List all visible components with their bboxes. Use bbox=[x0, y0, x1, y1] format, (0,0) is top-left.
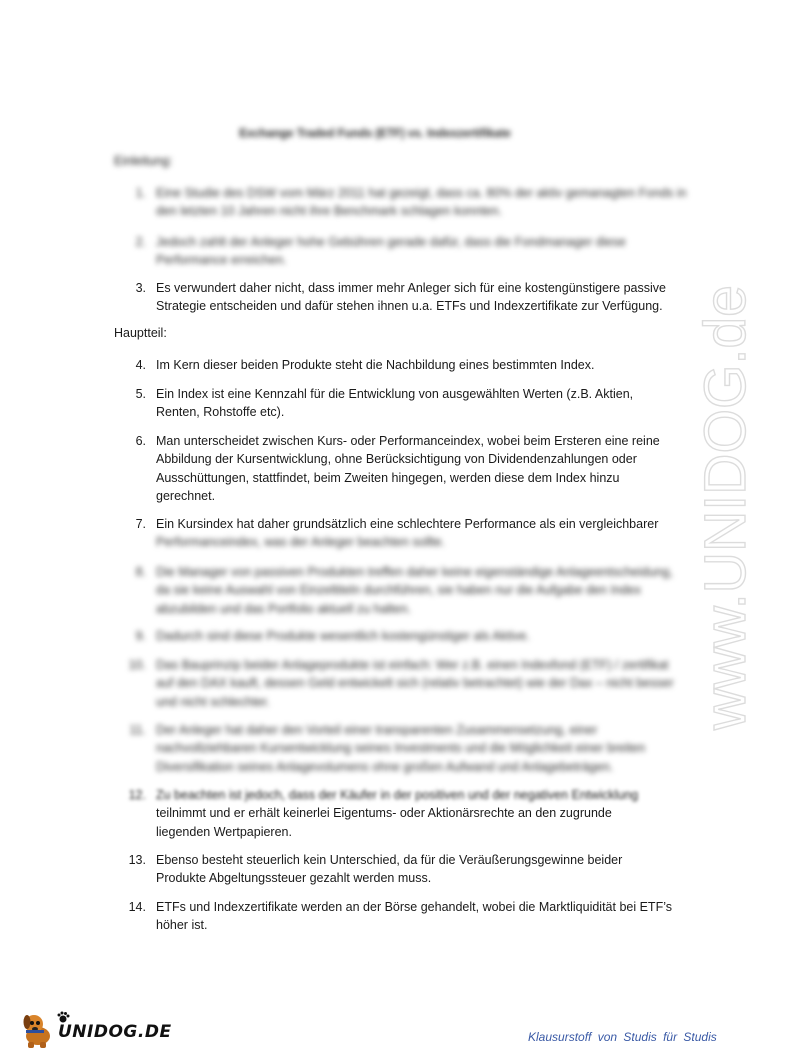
item-line: teilnimmt und er erhält keinerlei Eigentums- oder Aktionärsrechte an den zugrunde bbox=[156, 806, 612, 821]
item-line: Die Manager von passiven Produkten treffen daher keine eigenständige Anlageentscheidung, bbox=[156, 565, 673, 579]
item-line: Performanceindex, was der Anleger beachten sollte. bbox=[156, 535, 446, 550]
watermark bbox=[645, 280, 785, 730]
item-line: nachvollziehbaren Kursentwicklung seines Investments und die Möglichkeit einer breiten bbox=[156, 741, 646, 756]
item-line: höher ist. bbox=[156, 918, 208, 933]
footer-tagline: Klausurstoff von Studis für Studis bbox=[528, 1030, 717, 1044]
item-line: Abbildung der Kursentwicklung, ohne Berücksichtigung von Dividendenzahlungen oder bbox=[156, 452, 637, 467]
item-number: 6. bbox=[135, 434, 146, 448]
dog-mascot-icon bbox=[22, 1010, 56, 1050]
item-line: Zu beachten ist jedoch, dass der Käufer in der positiven und der negativen Entwicklung bbox=[156, 788, 639, 802]
item-line: Produkte Abgeltungssteuer gezahlt werden muss. bbox=[156, 871, 432, 886]
item-number: 3. bbox=[135, 281, 146, 295]
item-line: den letzten 10 Jahren nicht ihre Benchmark schlagen konnten. bbox=[156, 204, 503, 219]
item-line: ETFs und Indexzertifikate werden an der Börse gehandelt, wobei die Marktliquidität bei ETF’s bbox=[156, 900, 673, 914]
item-line: gerechnet. bbox=[156, 489, 216, 504]
item-number: 2. bbox=[135, 235, 146, 249]
item-line: Ein Kursindex hat daher grundsätzlich eine schlechtere Performance als ein vergleichbarer bbox=[156, 517, 659, 531]
item-number: 5. bbox=[135, 387, 146, 401]
item-number: 10. bbox=[128, 658, 146, 672]
item-line: da sie keine Auswahl von Einzeltiteln durchführen, sie haben nur die Aufgabe den Index bbox=[156, 583, 642, 598]
item-number: 12. bbox=[128, 788, 146, 802]
item-line: Performance erreichen. bbox=[156, 253, 287, 268]
document-title: Exchange Traded Funds (ETF) vs. Indexzertifikate bbox=[239, 128, 511, 140]
item-line: Ein Index ist eine Kennzahl für die Entwicklung von ausgewählten Werten (z.B. Aktien, bbox=[156, 387, 634, 401]
item-number: 8. bbox=[135, 565, 146, 579]
item-number: 9. bbox=[135, 629, 146, 643]
item-line: abzubilden und das Portfolio aktuell zu halten. bbox=[156, 601, 412, 616]
main-heading: Hauptteil: bbox=[114, 326, 167, 340]
unidog-logo[interactable] bbox=[22, 1010, 172, 1050]
item-number: 13. bbox=[128, 853, 146, 867]
item-line: Ausschüttungen, stattfindet, beim Zweiten hingegen, werden diese dem Index hinzu bbox=[156, 470, 620, 485]
item-line: Eine Studie des DSW vom März 2011 hat gezeigt, dass ca. 80% der aktiv gemanagten Fonds in bbox=[156, 186, 687, 200]
item-line: Das Bauprinzip beider Anlageprodukte ist einfach: Wer z.B. einen Indexfond (ETF) / zertifikat bbox=[156, 658, 669, 672]
item-line: Im Kern dieser beiden Produkte steht die Nachbildung eines bestimmten Index. bbox=[156, 358, 595, 372]
watermark-text: www.UNIDOG.de bbox=[693, 278, 758, 730]
item-line: liegenden Wertpapieren. bbox=[156, 824, 292, 839]
item-line: Dadurch sind diese Produkte wesentlich kostengünstiger als Aktive. bbox=[156, 629, 530, 643]
item-line: Diversifikation seines Anlagevolumens ohne großen Aufwand und Anlagebeträgen. bbox=[156, 759, 614, 774]
item-line: Der Anleger hat daher den Vorteil einer transparenten Zusammensetzung, einer bbox=[156, 723, 598, 737]
item-number: 14. bbox=[128, 900, 146, 914]
item-line: Jedoch zahlt der Anleger hohe Gebühren gerade dafür, dass die Fondmanager diese bbox=[156, 235, 626, 249]
item-number: 11. bbox=[129, 723, 146, 737]
item-line: Renten, Rohstoffe etc). bbox=[156, 405, 285, 420]
item-line: und nicht schlechter. bbox=[156, 694, 270, 709]
logo-text: UNIDOG.DE bbox=[58, 1022, 172, 1042]
item-number: 7. bbox=[135, 517, 146, 531]
item-number: 1. bbox=[135, 186, 146, 200]
item-line: Strategie entscheiden und dafür stehen ihnen u.a. ETFs und Indexzertifikate zur Verfügung. bbox=[156, 299, 663, 314]
intro-heading: Einleitung: bbox=[114, 154, 173, 168]
item-number: 4. bbox=[135, 358, 146, 372]
item-line: auf den DAX kauft, dessen Geld entwickelt sich (relativ betrachtet) wie der Dax – nicht besser bbox=[156, 676, 674, 691]
item-line: Man unterscheidet zwischen Kurs- oder Performanceindex, wobei beim Ersteren eine reine bbox=[156, 434, 660, 448]
item-line: Ebenso besteht steuerlich kein Unterschied, da für die Veräußerungsgewinne beider bbox=[156, 853, 623, 867]
item-line: Es verwundert daher nicht, dass immer mehr Anleger sich für eine kostengünstigere passive bbox=[156, 281, 666, 295]
